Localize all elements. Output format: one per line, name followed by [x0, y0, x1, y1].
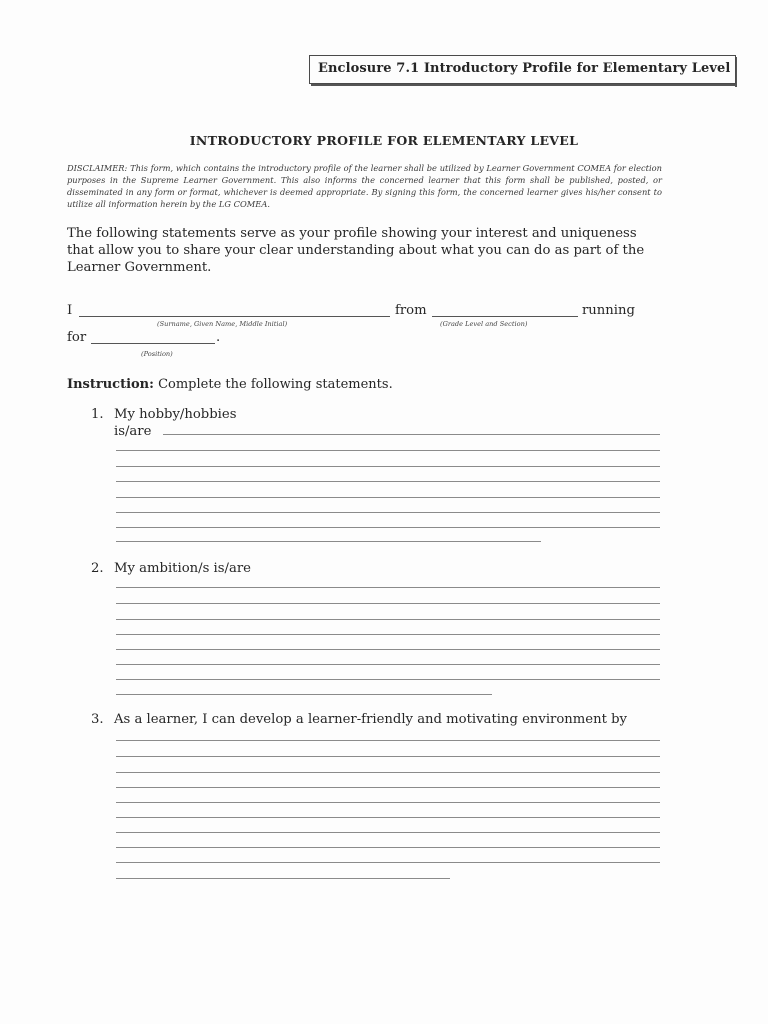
form-title: INTRODUCTORY PROFILE FOR ELEMENTARY LEVEL	[189, 133, 579, 148]
word-running: running	[582, 303, 635, 318]
answer-line[interactable]	[116, 649, 660, 650]
answer-line[interactable]	[116, 740, 660, 741]
statement-number: 3.	[91, 712, 104, 727]
answer-line[interactable]	[116, 450, 660, 451]
position-field[interactable]	[91, 343, 215, 344]
instruction-label: Instruction:	[67, 377, 154, 392]
word-i: I	[67, 303, 73, 318]
instruction-text: Complete the following statements.	[158, 377, 393, 392]
answer-line[interactable]	[116, 694, 492, 695]
enclosure-box-shadow	[311, 84, 737, 86]
caption-position: (Position)	[141, 350, 173, 358]
name-field[interactable]	[79, 316, 390, 317]
instruction-line	[67, 377, 393, 392]
answer-line[interactable]	[116, 541, 541, 542]
word-for: for	[67, 330, 87, 345]
answer-line[interactable]	[116, 497, 660, 498]
answer-line[interactable]	[116, 817, 660, 818]
caption-grade: (Grade Level and Section)	[440, 320, 528, 328]
answer-line[interactable]	[116, 527, 660, 528]
statement-text: As a learner, I can develop a learner-friendly and motivating environment by	[114, 712, 627, 727]
answer-line[interactable]	[116, 878, 450, 879]
answer-line[interactable]	[116, 787, 660, 788]
answer-line[interactable]	[116, 756, 660, 757]
statement-text: My ambition/s is/are	[114, 561, 251, 576]
answer-line[interactable]	[116, 603, 660, 604]
statement-text: My hobby/hobbies	[114, 407, 237, 422]
answer-line[interactable]	[116, 772, 660, 773]
intro-paragraph: The following statements serve as your profile showing your interest and uniqueness that allow you to share your clear understanding about what you can do as part of the Learner Government.	[67, 226, 645, 275]
answer-line[interactable]	[116, 664, 660, 665]
answer-line[interactable]	[116, 802, 660, 803]
grade-section-field[interactable]	[432, 316, 578, 317]
answer-line[interactable]	[116, 619, 660, 620]
answer-line[interactable]	[116, 862, 660, 863]
answer-line[interactable]	[116, 512, 660, 513]
statement-number: 1.	[91, 407, 104, 422]
answer-line[interactable]	[163, 434, 660, 435]
caption-name: (Surname, Given Name, Middle Initial)	[157, 320, 288, 328]
answer-line[interactable]	[116, 466, 660, 467]
enclosure-label: Enclosure 7.1 Introductory Profile for Elementary Level	[318, 61, 731, 76]
word-from: from	[395, 303, 427, 318]
statement-continuation: is/are	[114, 424, 152, 439]
statement-number: 2.	[91, 561, 104, 576]
answer-line[interactable]	[116, 587, 660, 588]
answer-line[interactable]	[116, 634, 660, 635]
answer-line[interactable]	[116, 847, 660, 848]
period: .	[216, 330, 221, 345]
answer-line[interactable]	[116, 832, 660, 833]
answer-line[interactable]	[116, 679, 660, 680]
answer-line[interactable]	[116, 481, 660, 482]
disclaimer-text: DISCLAIMER: This form, which contains the introductory profile of the learner shall be utilized by Learner Government COMEA for election purposes in the Supreme Learner Government. This also informs the concerned learner that this form shall be published, posted, or disseminated in any form or format, whichever is deemed appropriate. By signing this form, the concerned learner gives his/her consent to utilize all information herein by the LG COMEA.	[67, 163, 662, 209]
